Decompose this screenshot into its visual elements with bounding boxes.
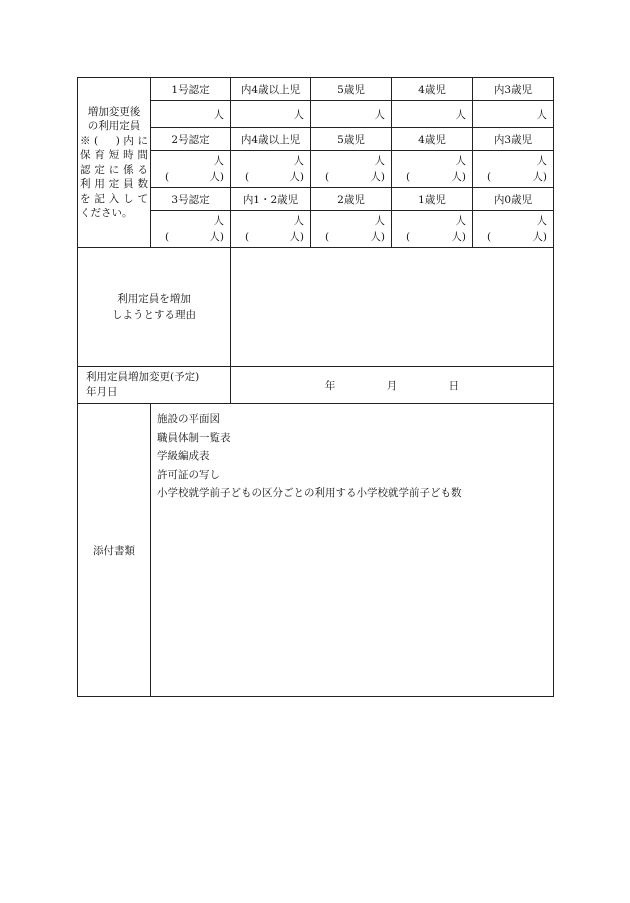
category-header: 内1・2歳児 [231, 188, 311, 211]
attachments-list [151, 404, 554, 697]
capacity-input-cell[interactable] [392, 151, 473, 188]
year-label: 年 [324, 379, 336, 392]
capacity-form-table [77, 77, 554, 697]
short-hours-field: ( 人) [406, 171, 466, 183]
category-header: 内4歳以上児 [231, 128, 311, 151]
change-date-input[interactable] [231, 367, 554, 404]
capacity-label-line: 利用定員数 [80, 178, 148, 190]
capacity-input-cell[interactable] [392, 211, 473, 248]
capacity-input-cell[interactable] [311, 211, 392, 248]
change-date-label-line: 年月日 [86, 386, 118, 398]
short-hours-field: ( 人) [245, 171, 304, 183]
capacity-input-cell[interactable] [231, 211, 311, 248]
capacity-input-cell[interactable] [151, 211, 231, 248]
category-header: 内4歳以上児 [231, 78, 311, 101]
reason-label-line: 利用定員を増加 [117, 293, 191, 305]
attachments-label: 添付書類 [78, 404, 151, 697]
unit-label: 人 [293, 215, 304, 227]
unit-label: 人 [213, 215, 224, 227]
capacity-input-cell[interactable] [473, 211, 554, 248]
unit-label: 人 [536, 215, 547, 227]
capacity-input-cell[interactable]: 人 [231, 101, 311, 128]
short-hours-field: ( 人) [487, 231, 547, 243]
capacity-input-cell[interactable]: 人 [151, 101, 231, 128]
short-hours-field: ( 人) [406, 231, 466, 243]
category-header: 内3歳児 [473, 128, 554, 151]
reason-label-line: しようとする理由 [112, 309, 196, 321]
capacity-label-line: 保育短時間 [80, 149, 148, 161]
reason-input[interactable] [231, 248, 554, 367]
attachment-item: 職員体制一覧表 [157, 431, 231, 444]
category-header: 5歳児 [311, 128, 392, 151]
month-label: 月 [386, 379, 398, 392]
attachment-item: 学級編成表 [157, 450, 210, 462]
capacity-label-line: ください。 [80, 207, 133, 219]
unit-label: 人 [536, 155, 547, 167]
short-hours-field: ( 人) [165, 171, 224, 183]
capacity-label-line: を記入して [80, 192, 148, 205]
short-hours-field: ( 人) [325, 171, 385, 183]
unit-label: 人 [455, 155, 466, 167]
capacity-input-cell[interactable] [473, 151, 554, 188]
unit-label: 人 [374, 215, 385, 227]
category-header: 2歳児 [311, 188, 392, 211]
capacity-input-cell[interactable]: 人 [392, 101, 473, 128]
category-header: 3号認定 [151, 188, 231, 211]
category-header: 4歳児 [392, 78, 473, 101]
capacity-input-cell[interactable] [231, 151, 311, 188]
category-header: 内0歳児 [473, 188, 554, 211]
category-header: 1歳児 [392, 188, 473, 211]
category-header: 内3歳児 [473, 78, 554, 101]
capacity-input-cell[interactable] [151, 151, 231, 188]
change-date-label [78, 367, 231, 404]
unit-label: 人 [455, 215, 466, 227]
reason-label [78, 248, 231, 367]
capacity-label-line: ※( )内に [80, 134, 148, 147]
short-hours-field: ( 人) [165, 231, 224, 243]
category-header: 5歳児 [311, 78, 392, 101]
capacity-input-cell[interactable]: 人 [473, 101, 554, 128]
attachment-item: 小学校就学前子どもの区分ごとの利用する小学校就学前子ども数 [157, 487, 462, 499]
capacity-input-cell[interactable]: 人 [311, 101, 392, 128]
short-hours-field: ( 人) [325, 231, 385, 243]
short-hours-field: ( 人) [487, 171, 547, 183]
category-header: 4歳児 [392, 128, 473, 151]
capacity-input-cell[interactable] [311, 151, 392, 188]
unit-label: 人 [213, 155, 224, 167]
day-label: 日 [448, 379, 460, 392]
attachment-item: 許可証の写し [157, 468, 220, 481]
unit-label: 人 [374, 155, 385, 167]
attachment-item: 施設の平面図 [157, 413, 220, 425]
short-hours-field: ( 人) [245, 231, 304, 243]
unit-label: 人 [293, 155, 304, 167]
category-header: 1号認定 [151, 78, 231, 101]
capacity-label-line: の利用定員 [87, 120, 141, 132]
capacity-label [78, 78, 151, 248]
capacity-label-line: 増加変更後 [87, 105, 141, 118]
capacity-label-line: 認定に係る [80, 163, 148, 176]
change-date-label-line: 利用定員増加変更(予定) [86, 371, 200, 383]
category-header: 2号認定 [151, 128, 231, 151]
